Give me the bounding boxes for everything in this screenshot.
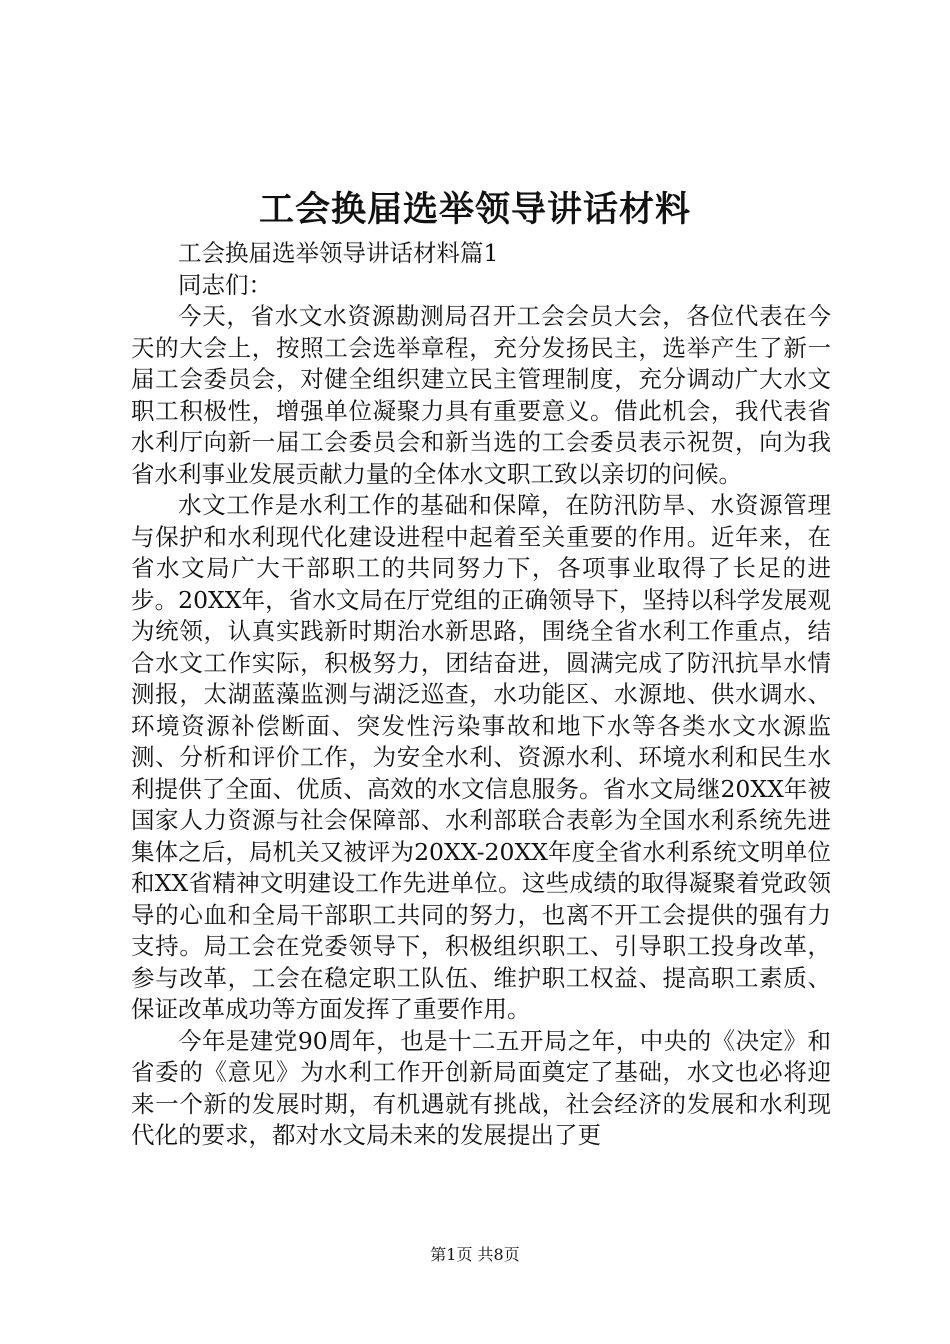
page-title: 工会换届选举领导讲话材料: [258, 189, 691, 230]
paragraph-3: 今年是建党90周年，也是十二五开局之年，中央的《决定》和省委的《意见》为水利工作开创新局面奠定了基础，水文也必将迎来一个新的发展时期，有机遇就有挑战，社会经济的发展和水利现代化的要求，都对水文局未来的发展提出了更: [131, 1026, 831, 1149]
paragraph-2: 水文工作是水利工作的基础和保障，在防汛防旱、水资源管理与保护和水利现代化建设进程中起着至关重要的作用。近年来，在省水文局广大干部职工的共同努力下，各项事业取得了长足的进步。20XX年，省水文局在厅党组的正确领导下，坚持以科学发展观为统领，认真实践新时期治水新思路，围绕全省水利工作重点，结合水文工作实际，积极努力，团结奋进，圆满完成了防汛抗旱水情测报，太湖蓝藻监测与湖泛巡查，水功能区、水源地、供水调水、环境资源补偿断面、突发性污染事故和地下水等各类水文水源监测、分析和评价工作，为安全水利、资源水利、环境水利和民生水利提供了全面、优质、高效的水文信息服务。省水文局继20XX年被国家人力资源与社会保障部、水利部联合表彰为全国水利系统先进集体之后，局机关又被评为20XX-20XX年度全省水利系统文明单位和XX省精神文明建设工作先进单位。这些成绩的取得凝聚着党政领导的心血和全局干部职工共同的努力，也离不开工会提供的强有力支持。局工会在党委领导下，积极组织职工、引导职工投身改革，参与改革，工会在稳定职工队伍、维护职工权益、提高职工素质、保证改革成功等方面发挥了重要作用。: [131, 491, 831, 1023]
page-footer: 第1页 共8页: [430, 1245, 520, 1264]
salutation: 同志们：: [178, 270, 272, 299]
subtitle: 工会换届选举领导讲话材料篇1: [178, 239, 499, 267]
document-body: [131, 238, 831, 1152]
paragraph-1: 今天，省水文水资源勘测局召开工会会员大会，各位代表在今天的大会上，按照工会选举章程，充分发扬民主，选举产生了新一届工会委员会，对健全组织建立民主管理制度，充分调动广大水文职工积极性，增强单位凝聚力具有重要意义。借此机会，我代表省水利厅向新一届工会委员会和新当选的工会委员表示祝贺，向为我省水利事业发展贡献力量的全体水文职工致以亲切的问候。: [131, 302, 831, 488]
